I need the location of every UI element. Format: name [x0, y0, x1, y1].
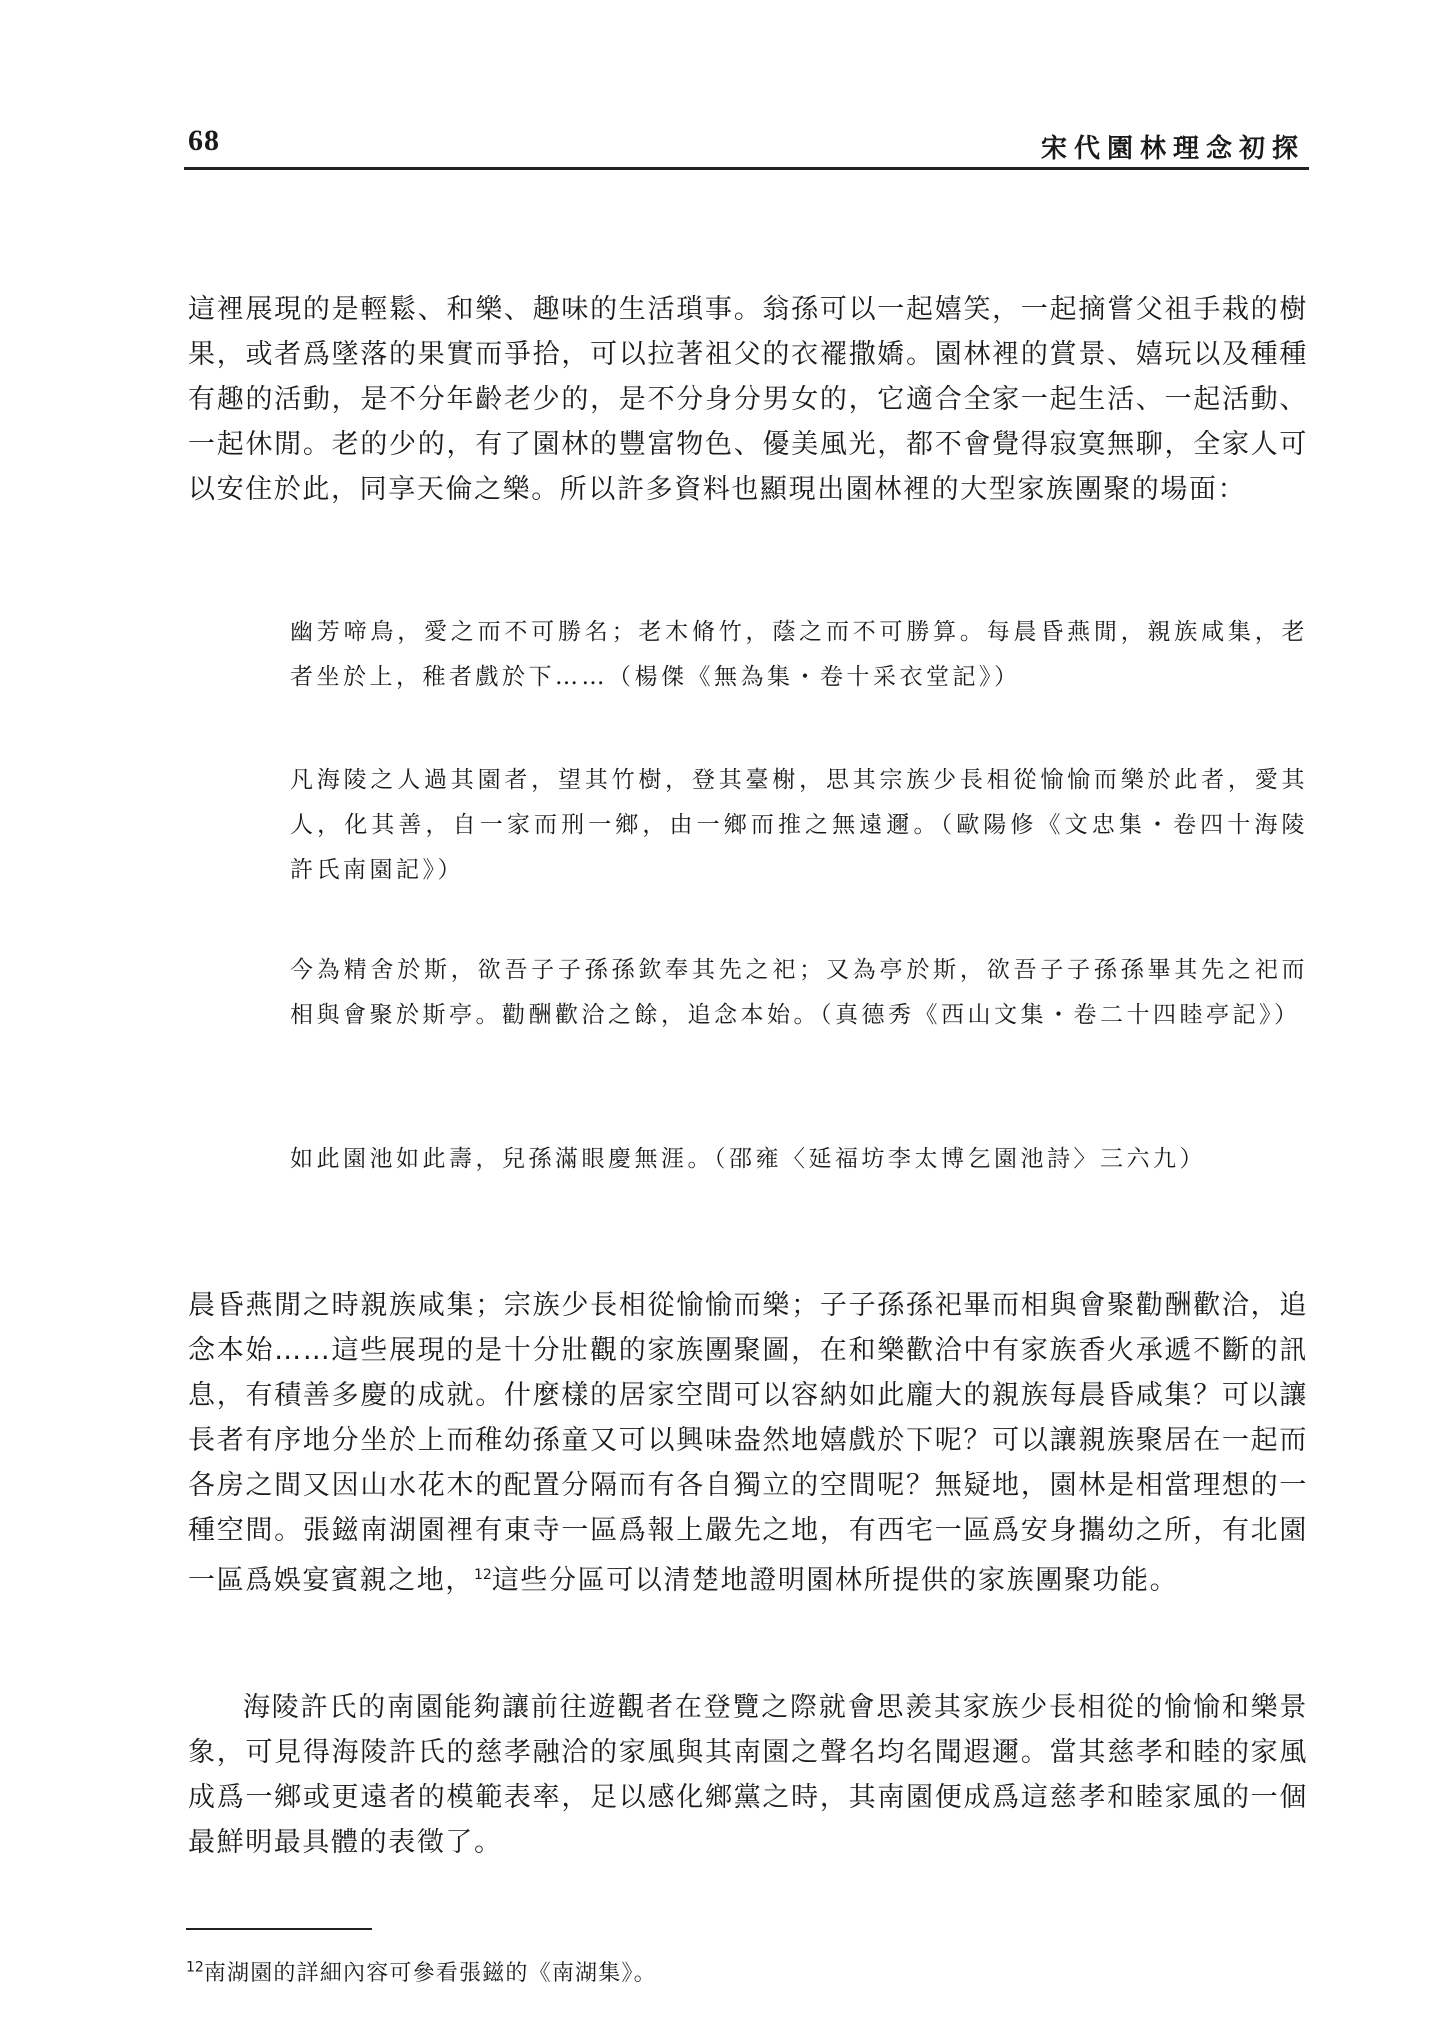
footnote-mark: 12: [186, 1959, 204, 1976]
body-paragraph-1: 這裡展現的是輕鬆、和樂、趣味的生活瑣事。翁孫可以一起嬉笑，一起摘嘗父祖手栽的樹果，或者爲墜落的果實而爭拾，可以拉著祖父的衣襬撒嬌。園林裡的賞景、嬉玩以及種種有趣的活動，是不分年齡老少的，是不分身分男女的，它適合全家一起生活、一起活動、一起休閒。老的少的，有了園林的豐富物色、優美風光，都不會覺得寂寞無聊，全家人可以安住於此，同享天倫之樂。所以許多資料也顯現出園林裡的大型家族團聚的場面：: [188, 294, 1308, 505]
footnote-reference: 12: [474, 1567, 492, 1583]
footnote: [186, 1956, 657, 1987]
footnote-text: 南湖園的詳細內容可參看張鎡的《南湖集》。: [203, 1961, 657, 1986]
running-title: 宋代園林理念初探: [1040, 134, 1305, 164]
block-quote-4: 如此園池如此壽，兒孫滿眼慶無涯。（邵雍〈延福坊李太博乞園池詩〉三六九）: [290, 1146, 1206, 1172]
page-number: 68: [188, 124, 220, 157]
block-quote-2: 凡海陵之人過其園者，望其竹樹，登其臺榭，思其宗族少長相從愉愉而樂於此者，愛其人，化其善，自一家而刑一鄉，由一鄉而推之無遠邇。（歐陽修《文忠集・卷四十海陵許氏南園記》）: [290, 767, 1308, 883]
header-rule: [184, 167, 1309, 170]
block-quote-3: 今為精舍於斯，欲吾子子孫孫欽奉其先之祀；又為亭於斯，欲吾子子孫孫畢其先之祀而相與會聚於斯亭。勸酬歡洽之餘，追念本始。（真德秀《西山文集・卷二十四睦亭記》）: [290, 957, 1308, 1028]
block-quote-1: 幽芳啼鳥，愛之而不可勝名；老木脩竹，蔭之而不可勝算。每晨昏燕閒，親族咸集，老者坐於上，稚者戲於下……（楊傑《無為集・卷十采衣堂記》）: [290, 619, 1308, 690]
body-paragraph-2: [188, 1283, 1308, 1603]
body-paragraph-3: 海陵許氏的南園能夠讓前往遊觀者在登覽之際就會思羨其家族少長相從的愉愉和樂景象，可見得海陵許氏的慈孝融洽的家風與其南園之聲名均名聞遐邇。當其慈孝和睦的家風成爲一鄉或更遠者的模範表率，足以感化鄉黨之時，其南園便成爲這慈孝和睦家風的一個最鮮明最具體的表徵了。: [188, 1692, 1308, 1858]
footnote-rule: [186, 1928, 372, 1930]
paragraph-2-text-b: 這些分區可以清楚地證明園林所提供的家族團聚功能。: [491, 1565, 1179, 1596]
paragraph-2-text-a: 晨昏燕閒之時親族咸集；宗族少長相從愉愉而樂；子子孫孫祀畢而相與會聚勸酬歡洽，追念本始……這些展現的是十分壯觀的家族團聚圖，在和樂歡洽中有家族香火承遞不斷的訊息，有積善多慶的成就。什麼樣的居家空間可以容納如此龐大的親族每晨昏咸集？可以讓長者有序地分坐於上而稚幼孫童又可以興味盎然地嬉戲於下呢？可以讓親族聚居在一起而各房之間又因山水花木的配置分隔而有各自獨立的空間呢？無疑地，園林是相當理想的一種空間。張鎡南湖園裡有東寺一區爲報上嚴先之地，有西宅一區爲安身攜幼之所，有北園一區爲娛宴賓親之地，: [188, 1290, 1308, 1596]
